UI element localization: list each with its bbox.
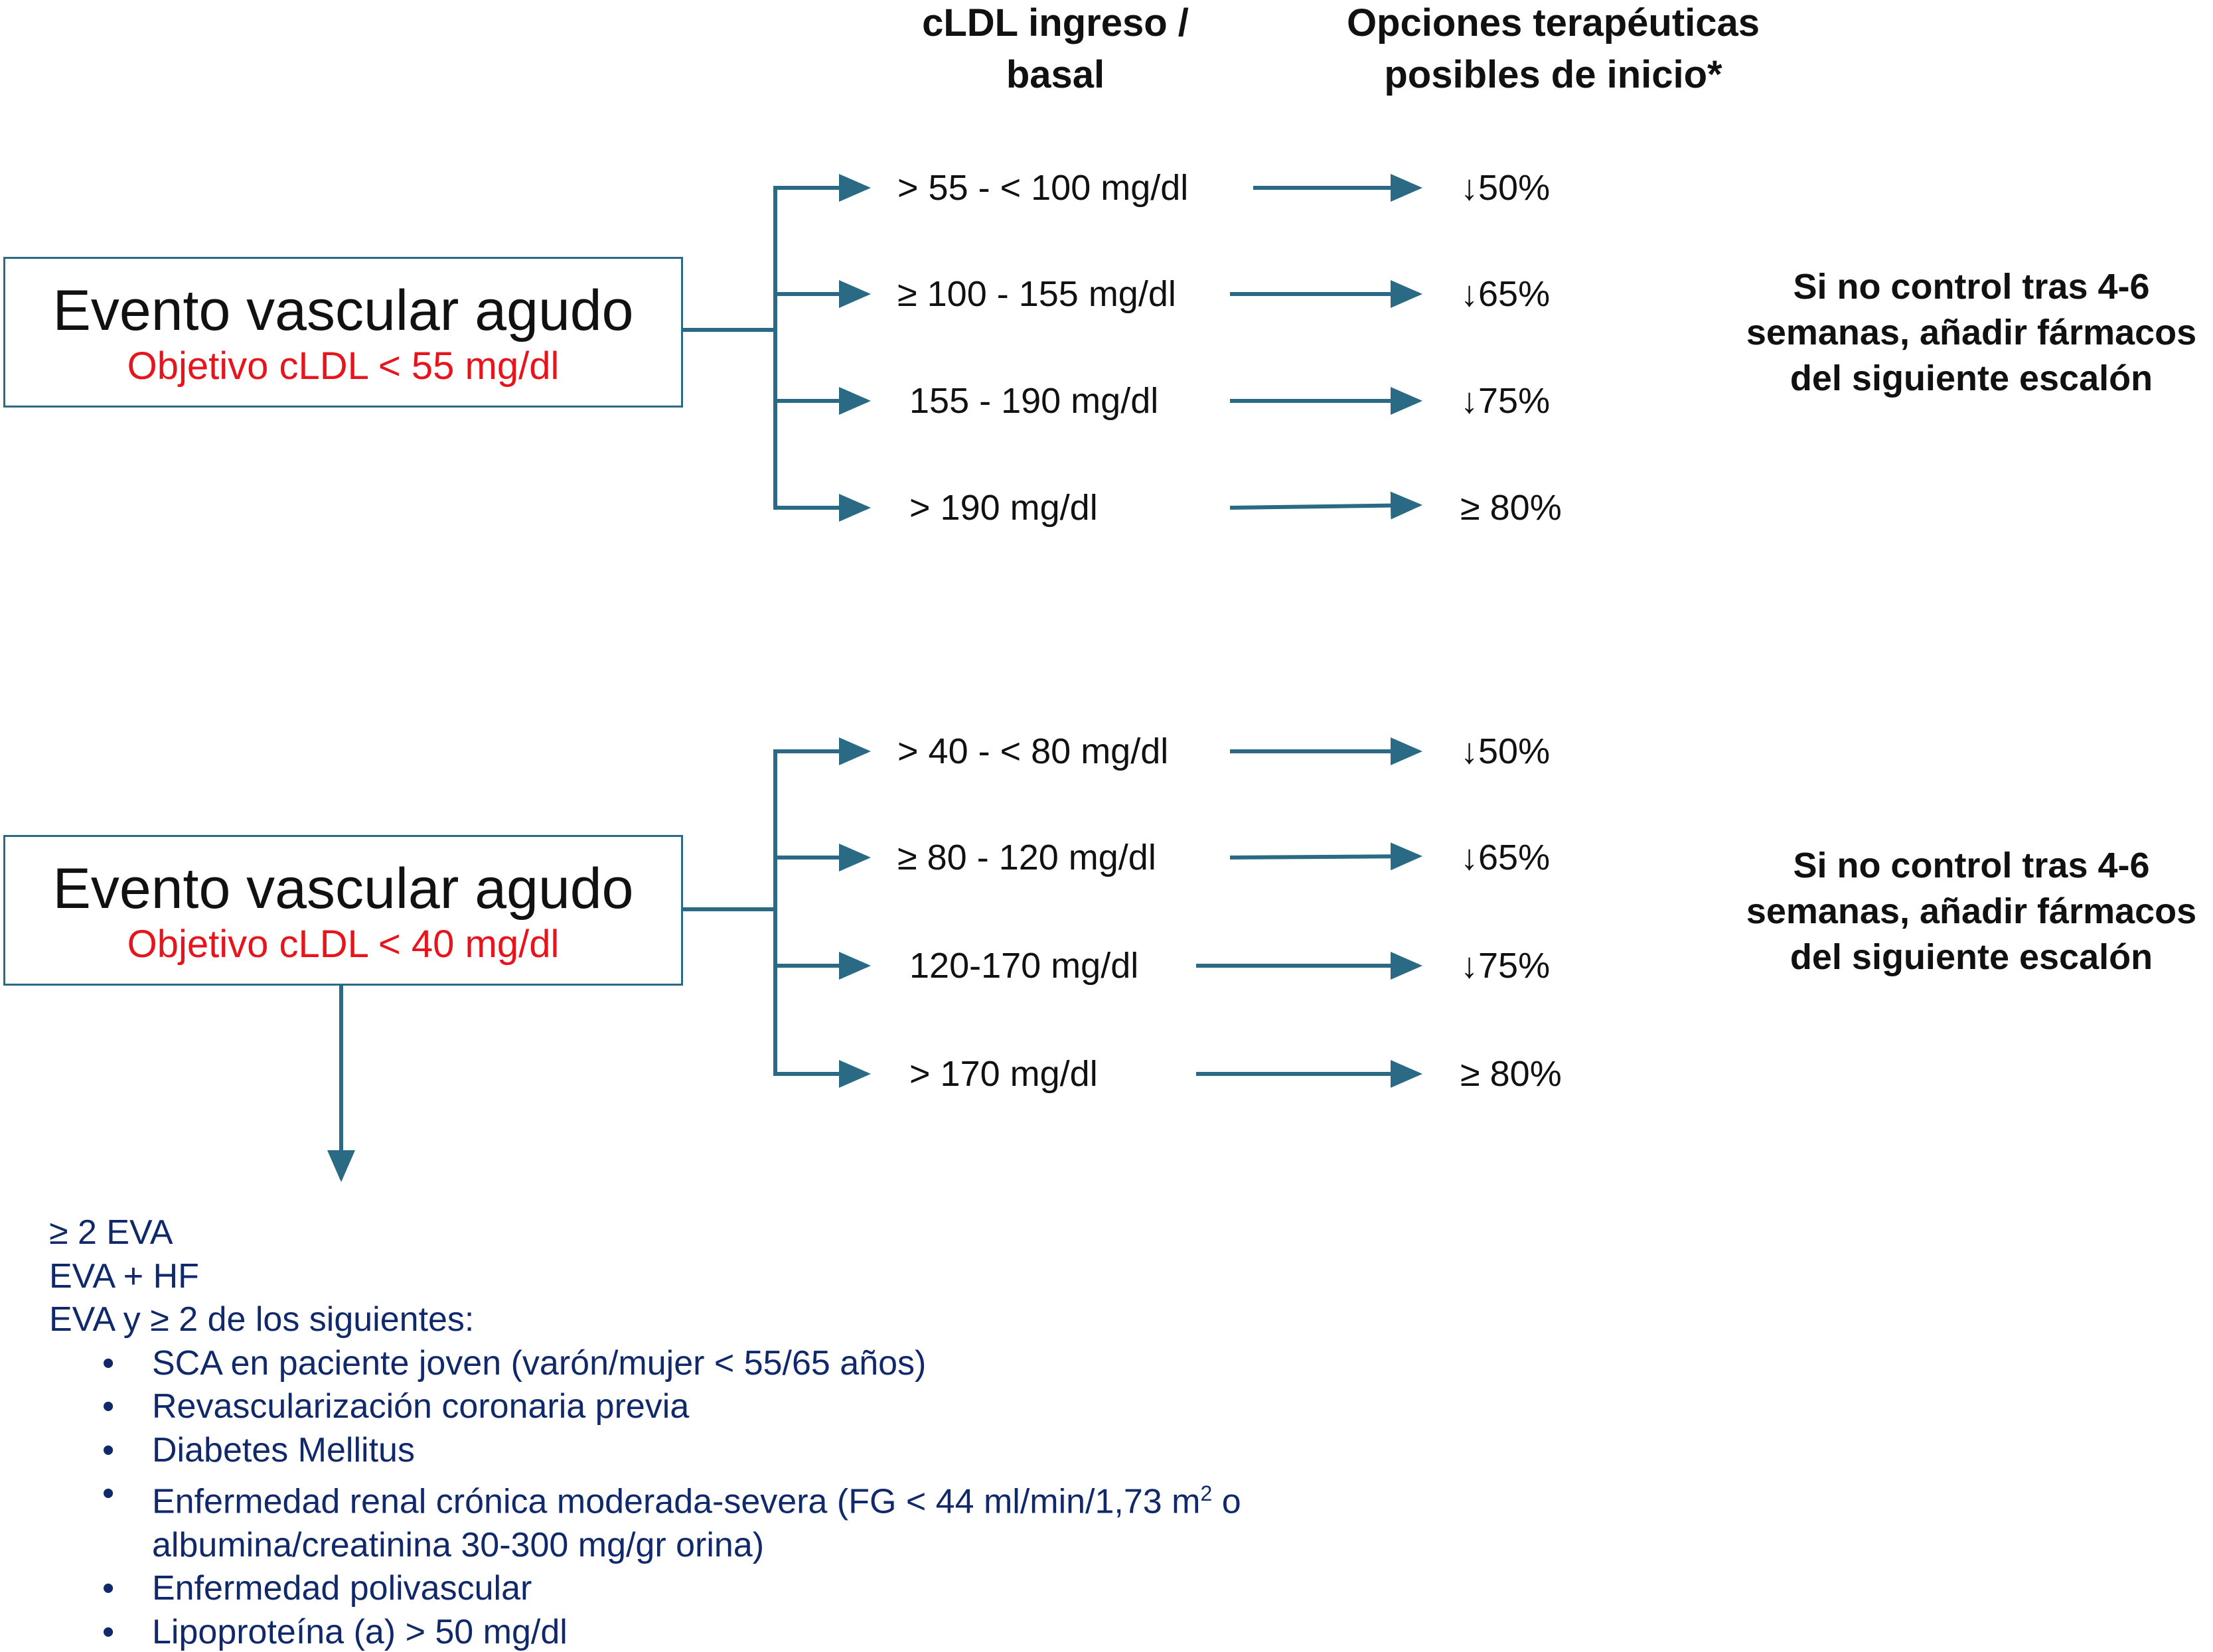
criteria-item-tail: o: [1212, 1482, 1241, 1521]
header-options-line-2: posibles de inicio*: [1384, 53, 1722, 96]
event-title-2: Evento vascular agudo: [52, 857, 634, 921]
header-cldl: [856, 0, 1255, 101]
side-note-1: [1713, 264, 2213, 402]
bullet-icon: •: [102, 1474, 115, 1513]
header-cldl-line-2: basal: [1006, 53, 1105, 96]
range-label-2-3: 120-170 mg/dl: [909, 946, 1139, 986]
criteria-item-6: [49, 1611, 1509, 1652]
result-arrow-1-4: [1230, 505, 1418, 508]
criteria-item-text-line-2: albumina/creatinina 30-300 mg/gr orina): [152, 1525, 765, 1564]
bullet-icon: •: [102, 1387, 115, 1426]
criteria-block: [49, 1211, 1509, 1652]
event-target-1: Objetivo cLDL < 55 mg/dl: [127, 344, 560, 388]
bullet-icon: •: [102, 1430, 115, 1469]
range-label-1-1: > 55 - < 100 mg/dl: [897, 168, 1189, 208]
superscript-two: 2: [1200, 1481, 1213, 1505]
reduction-label-1-2: ↓65%: [1460, 274, 1551, 314]
criteria-item-text: Enfermedad renal crónica moderada-severa (FG < 44 ml/min/1,73 m: [152, 1482, 1201, 1521]
criteria-item-2: [49, 1385, 1509, 1429]
criteria-item-1: [49, 1342, 1509, 1386]
range-label-1-2: ≥ 100 - 155 mg/dl: [897, 274, 1176, 314]
criteria-item-text: Diabetes Mellitus: [152, 1430, 415, 1469]
range-label-2-2: ≥ 80 - 120 mg/dl: [897, 838, 1156, 877]
range-label-2-1: > 40 - < 80 mg/dl: [897, 731, 1169, 771]
side-note-2: [1713, 843, 2213, 980]
criteria-item-4: [49, 1472, 1509, 1567]
side-note-2-line-1: Si no control tras 4-6: [1793, 846, 2150, 885]
criteria-item-text: Lipoproteína (a) > 50 mg/dl: [152, 1612, 568, 1651]
criteria-item-5: [49, 1567, 1509, 1611]
side-note-1-line-1: Si no control tras 4-6: [1793, 267, 2150, 307]
criteria-item-text: SCA en paciente joven (varón/mujer < 55/65 años): [152, 1343, 927, 1383]
event-box-2: [3, 835, 683, 986]
reduction-label-2-2: ↓65%: [1460, 838, 1551, 877]
bullet-icon: •: [102, 1612, 115, 1651]
event-target-2: Objetivo cLDL < 40 mg/dl: [127, 923, 560, 966]
result-arrow-2-2: [1230, 856, 1418, 858]
header-therapeutic-options: [1248, 0, 1859, 101]
criteria-item-text: Enfermedad polivascular: [152, 1569, 532, 1608]
side-note-1-line-3: del siguiente escalón: [1790, 358, 2153, 398]
range-label-1-3: 155 - 190 mg/dl: [909, 381, 1159, 421]
range-label-2-4: > 170 mg/dl: [909, 1054, 1098, 1094]
header-cldl-line-1: cLDL ingreso /: [922, 1, 1189, 44]
criteria-line-3: EVA y ≥ 2 de los siguientes:: [49, 1300, 475, 1339]
reduction-label-2-1: ↓50%: [1460, 731, 1551, 771]
event-title-1: Evento vascular agudo: [52, 279, 634, 342]
range-label-1-4: > 190 mg/dl: [909, 488, 1098, 528]
bullet-icon: •: [102, 1569, 115, 1608]
reduction-label-1-4: ≥ 80%: [1460, 488, 1562, 528]
reduction-label-1-3: ↓75%: [1460, 381, 1551, 421]
reduction-label-1-1: ↓50%: [1460, 168, 1551, 208]
event-box-1: [3, 257, 683, 408]
criteria-item-3: [49, 1429, 1509, 1473]
bullet-icon: •: [102, 1343, 115, 1383]
side-note-2-line-2: semanas, añadir fármacos: [1746, 891, 2197, 931]
side-note-2-line-3: del siguiente escalón: [1790, 937, 2153, 977]
criteria-line-1: ≥ 2 EVA: [49, 1213, 173, 1252]
reduction-label-2-3: ↓75%: [1460, 946, 1551, 986]
reduction-label-2-4: ≥ 80%: [1460, 1054, 1562, 1094]
header-options-line-1: Opciones terapéuticas: [1346, 1, 1760, 44]
criteria-list: [49, 1342, 1509, 1652]
criteria-item-text: Revascularización coronaria previa: [152, 1387, 690, 1426]
side-note-1-line-2: semanas, añadir fármacos: [1746, 313, 2197, 352]
criteria-line-2: EVA + HF: [49, 1256, 199, 1296]
